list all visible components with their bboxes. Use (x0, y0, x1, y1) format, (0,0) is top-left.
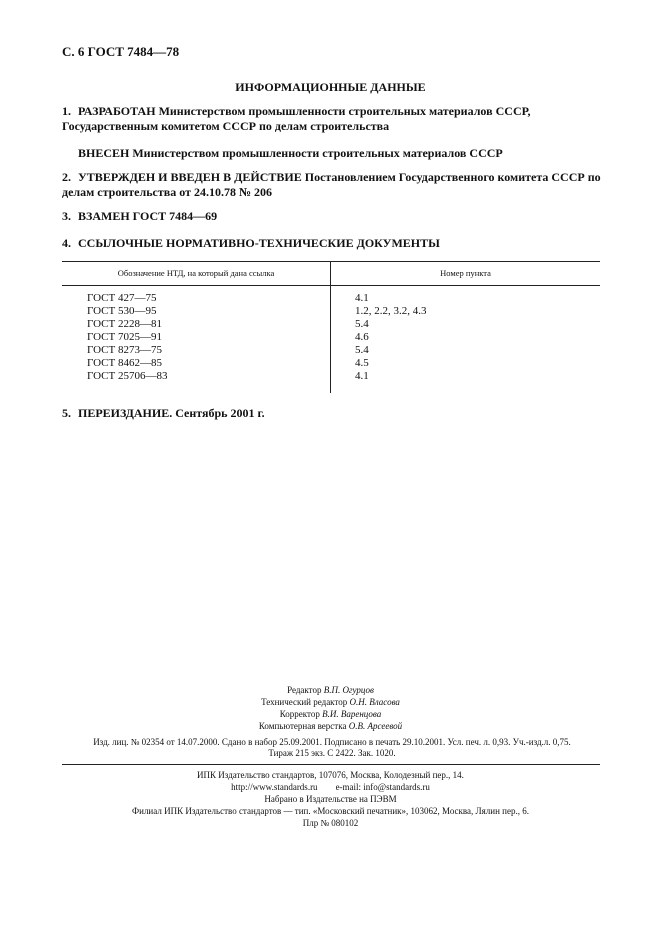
section-3-number: 3. (62, 209, 71, 223)
imprint-divider (62, 764, 600, 765)
table-cell-clause: 4.5 (355, 357, 369, 369)
table-cell-clause: 5.4 (355, 344, 369, 356)
credit-line (0, 720, 661, 732)
section-1-lead: РАЗРАБОТАН (78, 104, 156, 118)
table-row (62, 357, 600, 370)
section-1-sub-text: Министерством промышленности строительных материалов СССР (132, 146, 503, 160)
credit-person: В.И. Варенцова (322, 709, 382, 719)
table-cell-ntd: ГОСТ 2228—81 (87, 318, 162, 330)
table-cell-ntd: ГОСТ 7025—91 (87, 331, 162, 343)
credit-line (0, 708, 661, 720)
publisher-line-4: Филиал ИПК Издательство стандартов — тип. «Московский печатник», 103062, Москва, Лялин пер., 6. (132, 806, 529, 816)
table-row (62, 370, 600, 383)
table-cell-clause: 4.1 (355, 370, 369, 382)
section-4-text: ССЫЛОЧНЫЕ НОРМАТИВНО-ТЕХНИЧЕСКИЕ ДОКУМЕНТЫ (78, 236, 440, 250)
publisher-line-1: ИПК Издательство стандартов, 107076, Москва, Колодезный пер., 14. (197, 770, 464, 780)
section-4 (62, 236, 602, 251)
table-cell-ntd: ГОСТ 25706—83 (87, 370, 168, 382)
publisher-line-3: Набрано в Издательстве на ПЭВМ (264, 794, 397, 804)
table-body (62, 292, 600, 383)
credit-person: О.Н. Власова (349, 697, 400, 707)
page-title: ИНФОРМАЦИОННЫЕ ДАННЫЕ (235, 80, 426, 94)
table-header-ntd: Обозначение НТД, на который дана ссылка (117, 268, 275, 278)
credit-role: Корректор (279, 709, 320, 719)
page-header: С. 6 ГОСТ 7484—78 (62, 44, 180, 59)
section-4-number: 4. (62, 236, 71, 250)
credit-line (0, 696, 661, 708)
publisher-email-link[interactable]: e-mail: info@standards.ru (335, 782, 430, 792)
table-row (62, 292, 600, 305)
section-1-submitted (62, 146, 618, 161)
imprint-line-2: Тираж 215 экз. С 2422. Зак. 1020. (268, 748, 396, 758)
publisher-line-5: Плр № 080102 (302, 818, 359, 828)
table-top-rule (62, 261, 600, 262)
credit-person: В.П. Огурцов (323, 685, 374, 695)
section-2-text: Постановлением Государственного комитета СССР по делам строительства от 24.10.78 № 206 (62, 170, 601, 199)
credit-role: Редактор (287, 685, 322, 695)
section-5-text: Сентябрь 2001 г. (175, 406, 265, 420)
table-cell-ntd: ГОСТ 8462—85 (87, 357, 162, 369)
section-5 (62, 406, 602, 421)
section-3-text: ВЗАМЕН ГОСТ 7484—69 (78, 209, 218, 223)
section-3 (62, 209, 602, 224)
imprint-block (62, 737, 602, 759)
section-1-number: 1. (62, 104, 71, 118)
section-1 (62, 104, 602, 134)
section-2 (62, 170, 602, 200)
table-header-rule (62, 285, 600, 286)
publisher-contacts (0, 781, 661, 793)
table-cell-clause: 4.1 (355, 292, 369, 304)
table-cell-clause: 1.2, 2.2, 3.2, 4.3 (355, 305, 427, 317)
table-cell-clause: 5.4 (355, 318, 369, 330)
section-2-lead: УТВЕРЖДЕН И ВВЕДЕН В ДЕЙСТВИЕ (78, 170, 302, 184)
credits-block (0, 684, 661, 732)
ntd-reference-table (62, 261, 600, 393)
publisher-site-link[interactable]: http://www.standards.ru (231, 782, 318, 792)
table-cell-ntd: ГОСТ 8273—75 (87, 344, 162, 356)
table-row (62, 331, 600, 344)
table-row (62, 305, 600, 318)
section-5-lead: ПЕРЕИЗДАНИЕ. (78, 406, 173, 420)
table-cell-clause: 4.6 (355, 331, 369, 343)
credit-person: О.В. Арсеевой (348, 721, 403, 731)
section-2-number: 2. (62, 170, 71, 184)
section-1-sub-lead: ВНЕСЕН (78, 146, 130, 160)
credit-role: Технический редактор (261, 697, 348, 707)
table-cell-ntd: ГОСТ 530—95 (87, 305, 157, 317)
credit-role: Компьютерная верстка (258, 721, 347, 731)
table-cell-ntd: ГОСТ 427—75 (87, 292, 157, 304)
table-row (62, 318, 600, 331)
imprint-line-1: Изд. лиц. № 02354 от 14.07.2000. Сдано в набор 25.09.2001. Подписано в печать 29.10.2001. Усл. печ. л. 0,93. Уч.-изд.л. 0,75. (93, 737, 571, 747)
table-header-clause: Номер пункта (440, 268, 491, 278)
publisher-block (0, 769, 661, 829)
section-5-number: 5. (62, 406, 71, 420)
section-1-text: Министерством промышленности строительных материалов СССР, Государственным комитетом СССР по делам строительства (62, 104, 531, 133)
credit-line (0, 684, 661, 696)
table-row (62, 344, 600, 357)
